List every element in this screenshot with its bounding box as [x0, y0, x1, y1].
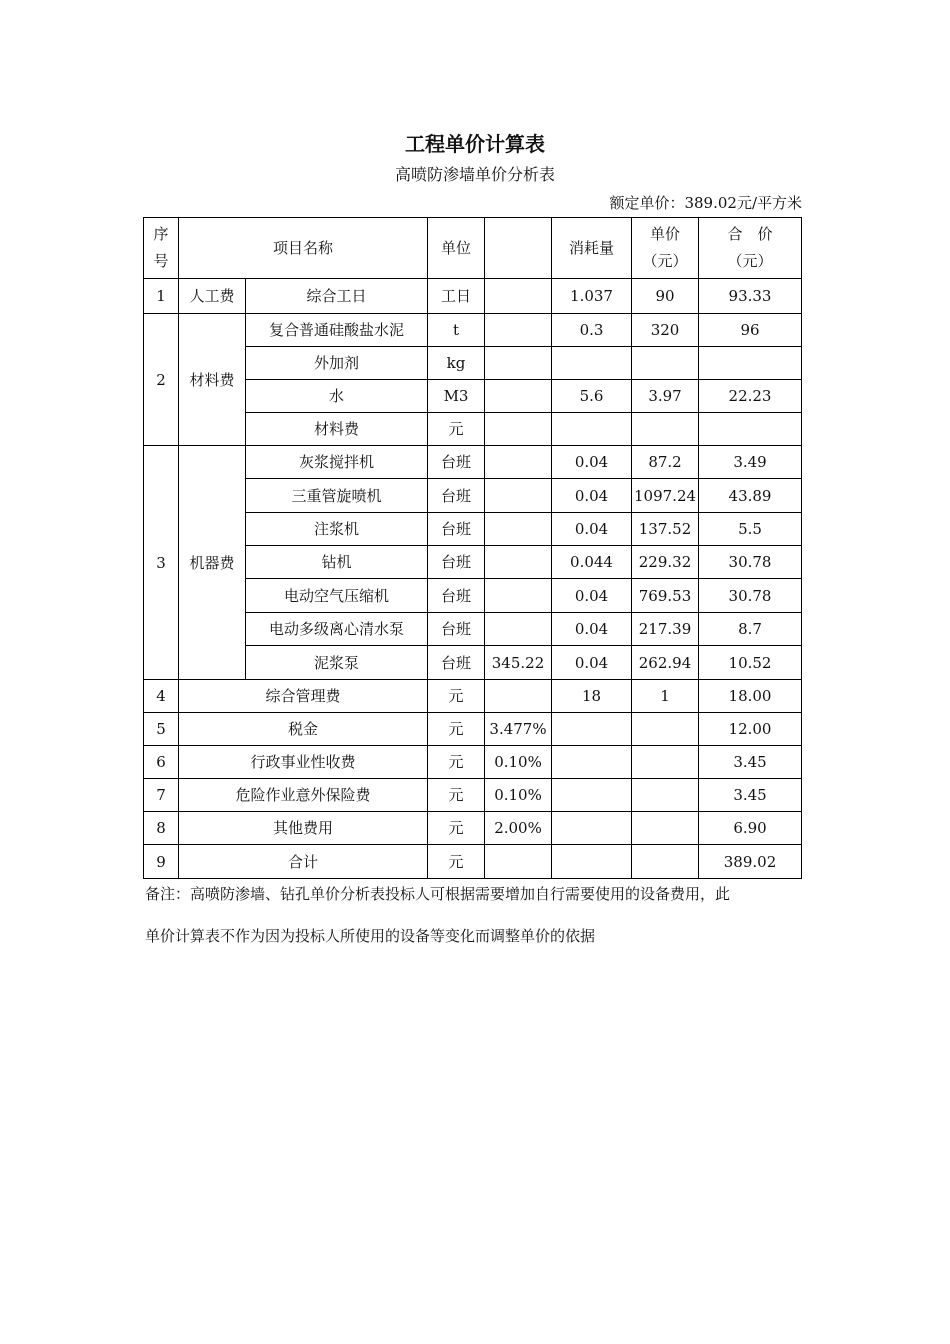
row-name: 复合普通硅酸盐水泥: [246, 314, 428, 347]
row-qty: 0.3: [552, 314, 632, 347]
row-seq: 3: [144, 446, 179, 680]
row-price: 320: [632, 314, 699, 347]
row-unit: 台班: [428, 546, 485, 579]
row-category: 机器费: [179, 446, 246, 680]
row-extra: 0.10%: [485, 779, 552, 812]
row-price: [632, 413, 699, 446]
row-name: 外加剂: [246, 347, 428, 380]
row-total: 12.00: [699, 713, 802, 746]
row-name: 电动多级离心清水泵: [246, 613, 428, 646]
row-unit: 台班: [428, 646, 485, 680]
row-category: 人工费: [179, 279, 246, 314]
table-row: [144, 279, 802, 314]
row-qty: 0.04: [552, 579, 632, 613]
row-seq: 8: [144, 812, 179, 845]
row-seq: 2: [144, 314, 179, 446]
row-extra: [485, 513, 552, 546]
row-qty: [552, 347, 632, 380]
row-total: 43.89: [699, 479, 802, 513]
row-name: 综合管理费: [179, 680, 428, 713]
row-price: [632, 347, 699, 380]
row-price: [632, 779, 699, 812]
row-extra: [485, 279, 552, 314]
row-unit: 台班: [428, 513, 485, 546]
header-total-line2: （元）: [727, 252, 773, 270]
row-extra: 345.22: [485, 646, 552, 680]
row-unit: M3: [428, 380, 485, 413]
row-extra: [485, 446, 552, 479]
header-price-line1: 单价: [650, 225, 681, 243]
row-unit: 元: [428, 779, 485, 812]
row-price: 229.32: [632, 546, 699, 579]
row-price: 1: [632, 680, 699, 713]
row-unit: 元: [428, 812, 485, 845]
row-total: [699, 413, 802, 446]
row-extra: 3.477%: [485, 713, 552, 746]
header-price: [632, 218, 699, 279]
row-name: 综合工日: [246, 279, 428, 314]
table-row: [144, 812, 802, 845]
row-name: 材料费: [246, 413, 428, 446]
table-row: [144, 680, 802, 713]
row-total: 30.78: [699, 546, 802, 579]
row-qty: 5.6: [552, 380, 632, 413]
remarks: [145, 873, 805, 957]
row-total: 96: [699, 314, 802, 347]
row-name: 三重管旋喷机: [246, 479, 428, 513]
header-unit: 单位: [428, 218, 485, 279]
row-total: 5.5: [699, 513, 802, 546]
row-name: 其他费用: [179, 812, 428, 845]
row-name: 危险作业意外保险费: [179, 779, 428, 812]
row-price: 137.52: [632, 513, 699, 546]
row-extra: [485, 680, 552, 713]
row-unit: kg: [428, 347, 485, 380]
row-qty: 0.04: [552, 446, 632, 479]
row-unit: 元: [428, 680, 485, 713]
row-name: 注浆机: [246, 513, 428, 546]
row-qty: [552, 746, 632, 779]
row-extra: [485, 347, 552, 380]
row-total: 22.23: [699, 380, 802, 413]
row-name: 行政事业性收费: [179, 746, 428, 779]
row-price: 769.53: [632, 579, 699, 613]
row-unit: 台班: [428, 579, 485, 613]
row-name: 税金: [179, 713, 428, 746]
row-total: 93.33: [699, 279, 802, 314]
page-subtitle: 高喷防渗墙单价分析表: [394, 165, 555, 184]
row-unit: 台班: [428, 613, 485, 646]
row-extra: 2.00%: [485, 812, 552, 845]
rated-unit-price: 额定单价：389.02元/平方米: [609, 194, 802, 212]
row-price: [632, 812, 699, 845]
row-total: 18.00: [699, 680, 802, 713]
table-row: [144, 314, 802, 347]
row-extra: [485, 314, 552, 347]
row-price: 3.97: [632, 380, 699, 413]
row-price: [632, 746, 699, 779]
row-extra: [485, 413, 552, 446]
row-total: 3.49: [699, 446, 802, 479]
row-name: 泥浆泵: [246, 646, 428, 680]
row-qty: 0.04: [552, 646, 632, 680]
row-seq: 6: [144, 746, 179, 779]
row-extra: 0.10%: [485, 746, 552, 779]
row-name: 钻机: [246, 546, 428, 579]
row-total: 30.78: [699, 579, 802, 613]
row-qty: [552, 713, 632, 746]
row-extra: [485, 613, 552, 646]
header-name: 项目名称: [179, 218, 428, 279]
row-price: [632, 713, 699, 746]
row-seq: 5: [144, 713, 179, 746]
header-extra: [485, 218, 552, 279]
row-unit: t: [428, 314, 485, 347]
row-price: 1097.24: [632, 479, 699, 513]
row-name: 水: [246, 380, 428, 413]
row-unit: 元: [428, 413, 485, 446]
row-extra: [485, 479, 552, 513]
row-unit: 台班: [428, 479, 485, 513]
row-total: 8.7: [699, 613, 802, 646]
remarks-line1: 备注：高喷防渗墙、钻孔单价分析表投标人可根据需要增加自行需要使用的设备费用，此: [145, 885, 731, 903]
row-name: 灰浆搅拌机: [246, 446, 428, 479]
header-seq: 序号: [144, 218, 179, 279]
row-extra: [485, 579, 552, 613]
table-row: [144, 746, 802, 779]
row-name: 电动空气压缩机: [246, 579, 428, 613]
row-price: 90: [632, 279, 699, 314]
row-seq: 4: [144, 680, 179, 713]
row-seq: 7: [144, 779, 179, 812]
table-row: [144, 446, 802, 479]
row-qty: 0.04: [552, 613, 632, 646]
row-total: [699, 347, 802, 380]
row-qty: 18: [552, 680, 632, 713]
row-qty: [552, 779, 632, 812]
row-unit: 台班: [428, 446, 485, 479]
row-total: 3.45: [699, 779, 802, 812]
row-unit: 元: [428, 713, 485, 746]
row-price: 262.94: [632, 646, 699, 680]
row-total: 10.52: [699, 646, 802, 680]
table-row: [144, 779, 802, 812]
row-seq: 1: [144, 279, 179, 314]
row-qty: [552, 812, 632, 845]
header-price-line2: （元）: [642, 252, 688, 270]
row-extra: [485, 546, 552, 579]
row-qty: [552, 413, 632, 446]
row-price: 217.39: [632, 613, 699, 646]
unit-price-table: [143, 217, 802, 879]
row-total: 389.02: [699, 845, 802, 879]
row-total: 3.45: [699, 746, 802, 779]
row-unit: 工日: [428, 279, 485, 314]
header-total-line1: 合 价: [727, 225, 773, 243]
row-unit: 元: [428, 845, 485, 879]
row-extra: [485, 380, 552, 413]
table-row: [144, 713, 802, 746]
row-qty: 0.044: [552, 546, 632, 579]
header-qty: 消耗量: [552, 218, 632, 279]
row-qty: 1.037: [552, 279, 632, 314]
row-price: 87.2: [632, 446, 699, 479]
table-header-row: [144, 218, 802, 279]
header-total: [699, 218, 802, 279]
page-title: 工程单价计算表: [405, 132, 545, 156]
row-category: 材料费: [179, 314, 246, 446]
row-qty: 0.04: [552, 513, 632, 546]
row-name: 合计: [179, 845, 428, 879]
row-qty: 0.04: [552, 479, 632, 513]
row-total: 6.90: [699, 812, 802, 845]
row-seq: 9: [144, 845, 179, 879]
row-unit: 元: [428, 746, 485, 779]
remarks-line2: 单价计算表不作为因为投标人所使用的设备等变化而调整单价的依据: [145, 927, 596, 945]
